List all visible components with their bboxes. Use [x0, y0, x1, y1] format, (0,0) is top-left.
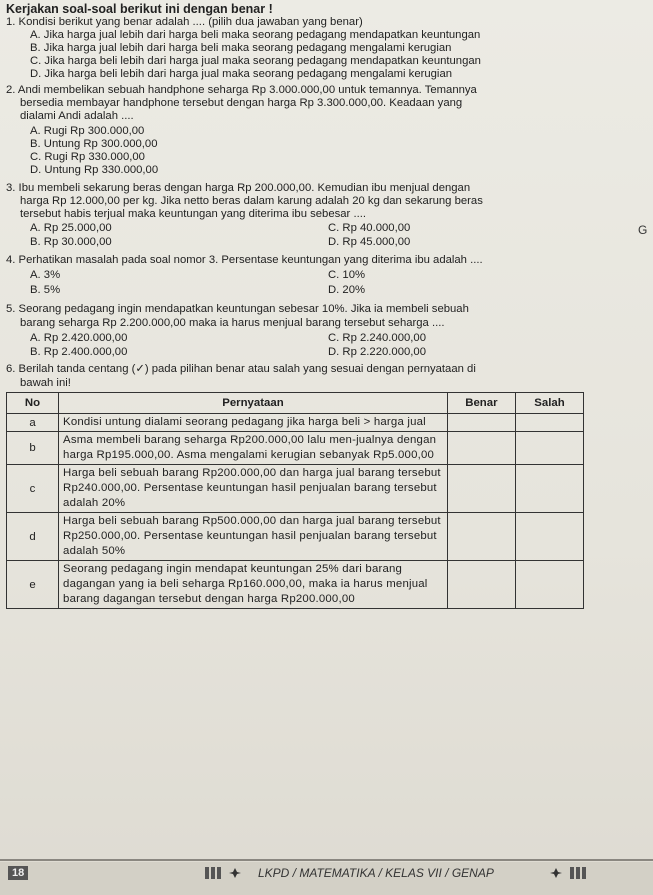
question-1-option-b: B. Jika harga jual lebih dari harga beli maka seorang pedagang mengalami kerugian: [30, 42, 452, 54]
question-5-option-c: C. Rp 2.240.000,00: [328, 332, 426, 344]
question-4-text: 4. Perhatikan masalah pada soal nomor 3. Persentase keuntungan yang diterima ibu adalah ....: [6, 254, 483, 266]
row-statement: Seorang pedagang ingin mendapat keuntungan 25% dari barang dagangan yang ia beli seharga Rp160.000,00, maka ia harus menjual barang dagangan tersebut dengan harga Rp200.000,00: [59, 561, 448, 609]
question-6-text-line-2: bawah ini!: [20, 377, 71, 389]
footer-text: LKPD / MATEMATIKA / KELAS VII / GENAP: [258, 866, 494, 880]
question-5-option-a: A. Rp 2.420.000,00: [30, 332, 128, 344]
row-label: b: [7, 432, 59, 465]
table-header-row: [7, 393, 584, 414]
table-row: [7, 561, 584, 609]
table-row: [7, 513, 584, 561]
row-statement: Harga beli sebuah barang Rp200.000,00 dan harga jual barang tersebut Rp240.000,00. Persentase keuntungan hasil penjualan barang tersebut adalah 20%: [59, 465, 448, 513]
question-3-text-line-3: tersebut habis terjual maka keuntungan yang diterima ibu sebesar ....: [20, 208, 367, 220]
question-5-option-b: B. Rp 2.400.000,00: [30, 346, 128, 358]
false-checkbox-cell[interactable]: [515, 432, 583, 465]
header-statement: Pernyataan: [59, 393, 448, 414]
question-2-text-line-2: bersedia membayar handphone tersebut dengan harga Rp 3.300.000,00. Keadaan yang: [20, 97, 463, 109]
row-label: d: [7, 513, 59, 561]
false-checkbox-cell[interactable]: [515, 465, 583, 513]
row-statement: Harga beli sebuah barang Rp500.000,00 dan harga jual barang tersebut Rp250.000,00. Persentase keuntungan hasil penjualan barang tersebut adalah 50%: [59, 513, 448, 561]
question-2-option-b: B. Untung Rp 300.000,00: [30, 138, 158, 150]
question-1-option-d: D. Jika harga beli lebih dari harga jual maka seorang pedagang mengalami kerugian: [30, 68, 453, 80]
question-3-option-b: B. Rp 30.000,00: [30, 236, 112, 248]
true-checkbox-cell[interactable]: [447, 465, 515, 513]
question-2-option-c: C. Rugi Rp 330.000,00: [30, 151, 145, 163]
worksheet-title: Kerjakan soal-soal berikut ini dengan benar !: [6, 2, 273, 16]
question-3-text-line-2: harga Rp 12.000,00 per kg. Jika netto beras dalam karung adalah 20 kg dan sekarung beras: [20, 195, 483, 207]
question-3-text-line-1: 3. Ibu membeli sekarung beras dengan harga Rp 200.000,00. Kemudian ibu menjual dengan: [6, 182, 471, 194]
true-checkbox-cell[interactable]: [447, 513, 515, 561]
row-statement: Asma membeli barang seharga Rp200.000,00 lalu men-jualnya dengan harga Rp195.000,00. Asma mengalami kerugian sebanyak Rp5.000,00: [59, 432, 448, 465]
question-4-option-a: A. 3%: [30, 269, 61, 281]
footer-divider: [0, 859, 653, 861]
question-3-option-a: A. Rp 25.000,00: [30, 222, 112, 234]
question-1-text: 1. Kondisi berikut yang benar adalah .... (pilih dua jawaban yang benar): [6, 16, 363, 28]
row-statement: Kondisi untung dialami seorang pedagang jika harga beli > harga jual: [59, 414, 448, 432]
table-row: [7, 465, 584, 513]
true-false-table: [6, 392, 584, 609]
header-true: Benar: [447, 393, 515, 414]
question-1-option-a: A. Jika harga jual lebih dari harga beli maka seorang pedagang mendapatkan keuntungan: [30, 29, 481, 41]
page-number: 18: [8, 866, 28, 880]
true-checkbox-cell[interactable]: [447, 414, 515, 432]
question-5-text-line-1: 5. Seorang pedagang ingin mendapatkan keuntungan sebesar 10%. Jika ia membeli sebuah: [6, 303, 469, 315]
question-4-option-d: D. 20%: [328, 284, 366, 296]
row-label: c: [7, 465, 59, 513]
question-1-option-c: C. Jika harga beli lebih dari harga jual maka seorang pedagang mendapatkan keuntungan: [30, 55, 481, 67]
question-2-option-a: A. Rugi Rp 300.000,00: [30, 125, 145, 137]
question-4-option-b: B. 5%: [30, 284, 61, 296]
margin-mark: G: [638, 223, 648, 237]
question-3-option-c: C. Rp 40.000,00: [328, 222, 411, 234]
question-2-text-line-1: 2. Andi membelikan sebuah handphone seharga Rp 3.000.000,00 untuk temannya. Temannya: [6, 84, 477, 96]
question-3-option-d: D. Rp 45.000,00: [328, 236, 411, 248]
table-row: [7, 432, 584, 465]
question-4-option-c: C. 10%: [328, 269, 366, 281]
table-row: [7, 414, 584, 432]
question-5-text-line-2: barang seharga Rp 2.200.000,00 maka ia harus menjual barang tersebut seharga ....: [20, 317, 445, 329]
true-checkbox-cell[interactable]: [447, 432, 515, 465]
header-false: Salah: [515, 393, 583, 414]
question-2-text-line-3: dialami Andi adalah ....: [20, 110, 134, 122]
question-5-option-d: D. Rp 2.220.000,00: [328, 346, 426, 358]
false-checkbox-cell[interactable]: [515, 513, 583, 561]
header-no: No: [7, 393, 59, 414]
footer-decoration-left-icon: [205, 866, 255, 880]
row-label: e: [7, 561, 59, 609]
question-6-text-line-1: 6. Berilah tanda centang (✓) pada pilihan benar atau salah yang sesuai dengan pernyataan di: [6, 363, 476, 375]
row-label: a: [7, 414, 59, 432]
false-checkbox-cell[interactable]: [515, 414, 583, 432]
false-checkbox-cell[interactable]: [515, 561, 583, 609]
footer-decoration-right-icon: [548, 866, 598, 880]
true-checkbox-cell[interactable]: [447, 561, 515, 609]
question-2-option-d: D. Untung Rp 330.000,00: [30, 164, 159, 176]
